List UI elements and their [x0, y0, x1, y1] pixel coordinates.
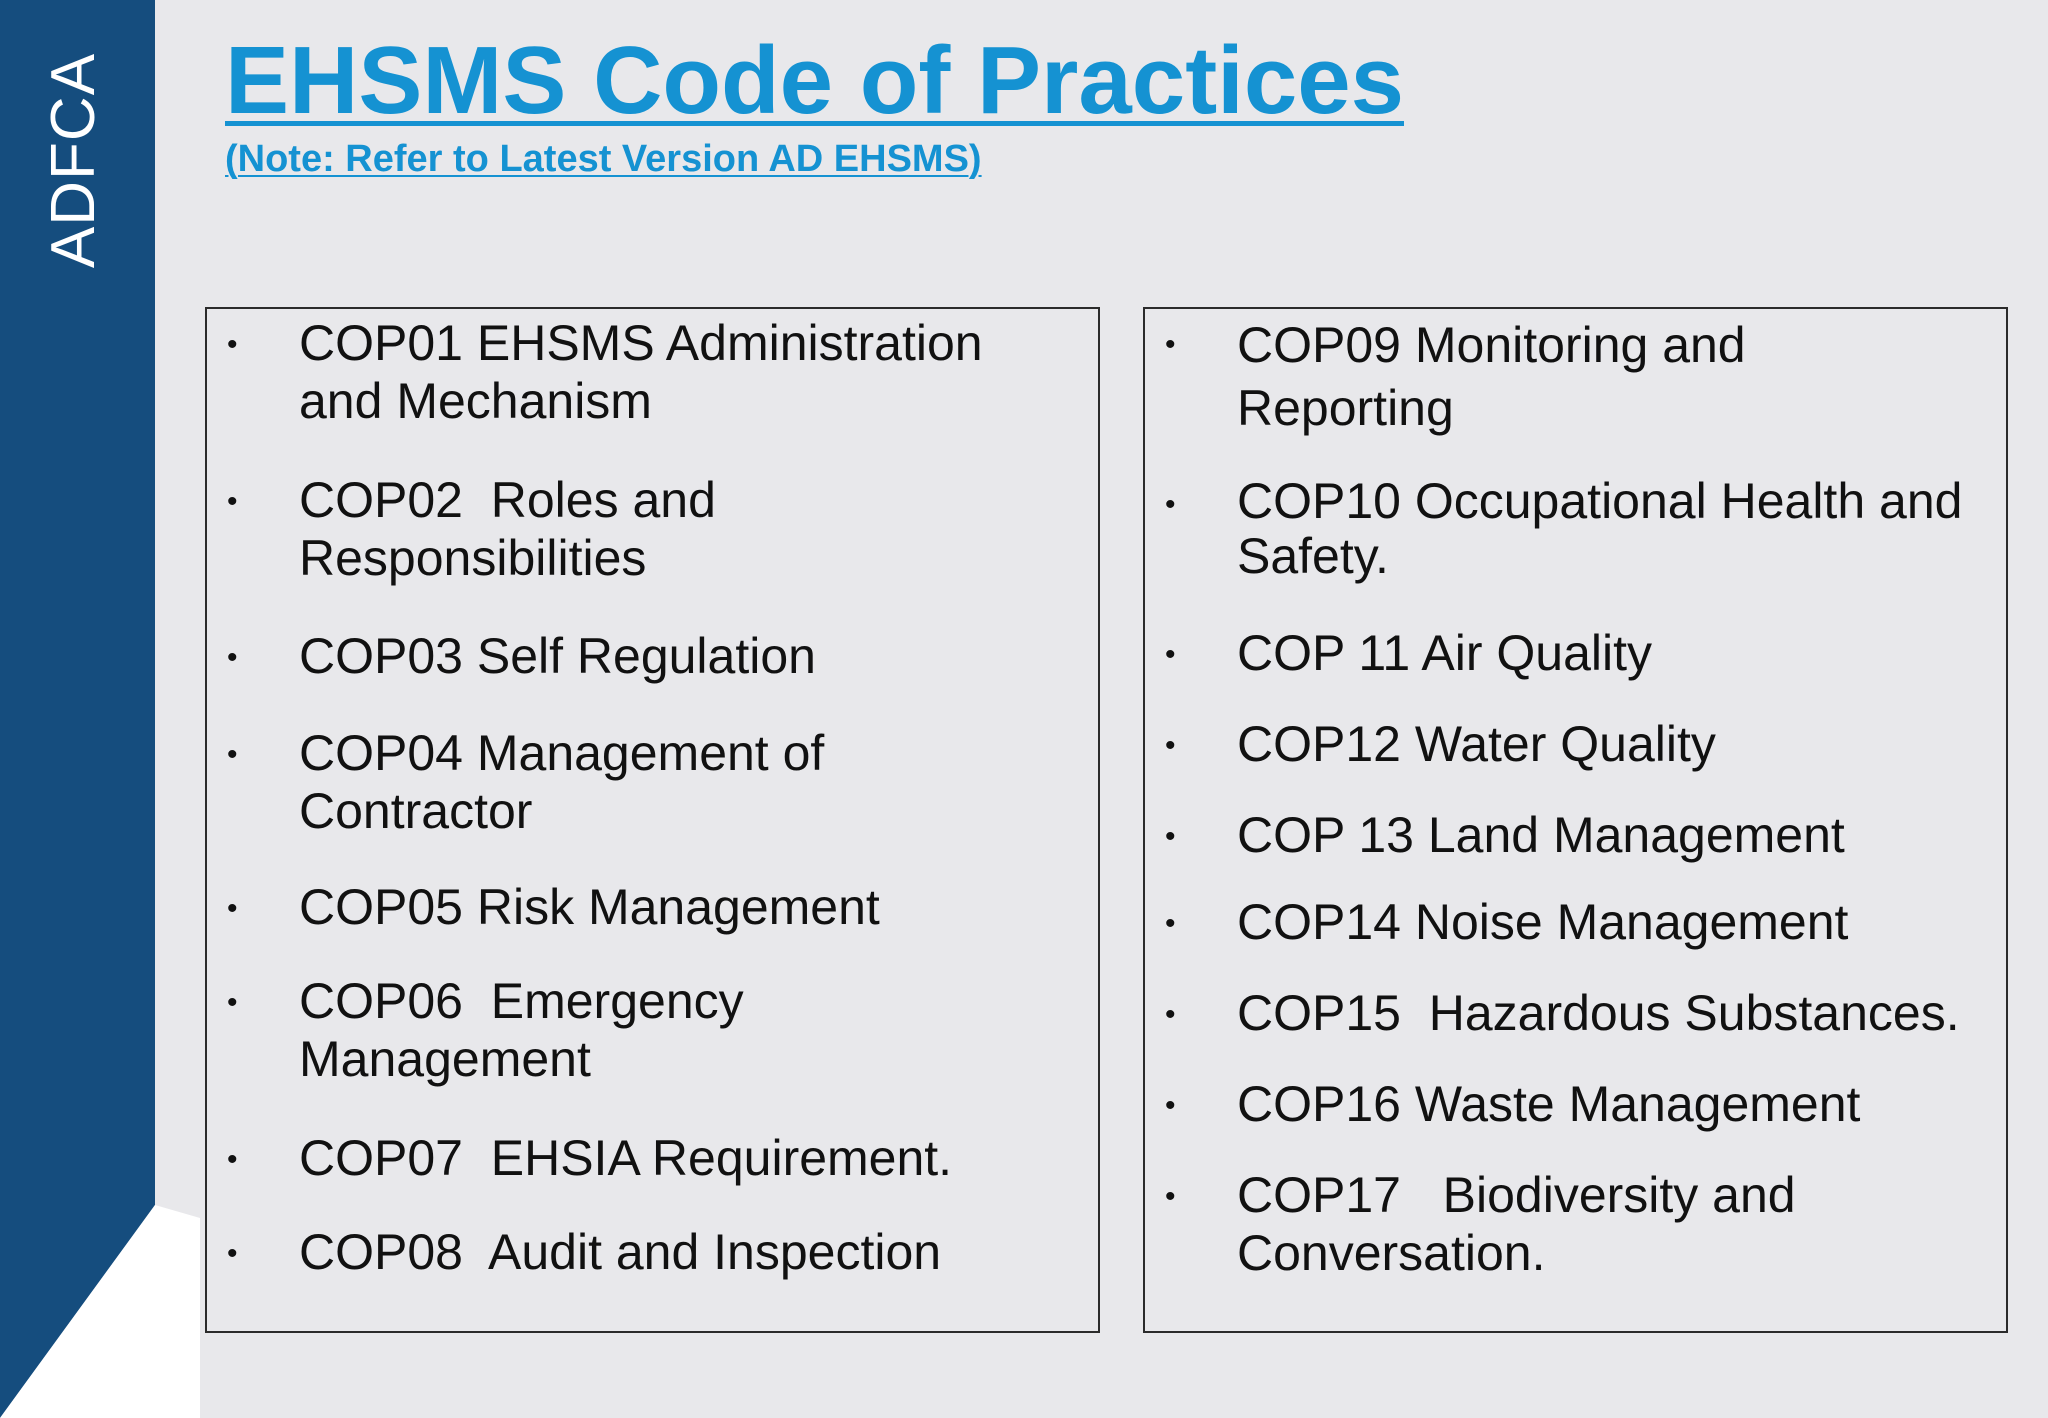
list-item-text: COP04 Management of Contractor	[299, 725, 839, 839]
bullet-icon: •	[227, 1237, 238, 1270]
list-item	[227, 314, 1088, 430]
right-cop-list	[1143, 307, 2008, 1333]
list-item-text: COP06 Emergency Management	[299, 973, 758, 1087]
list-item	[227, 724, 1088, 840]
list-item	[227, 878, 1088, 940]
list-item	[1165, 806, 1996, 868]
list-item	[227, 471, 1088, 587]
bullet-icon: •	[1165, 488, 1176, 521]
list-item	[1165, 1075, 1996, 1137]
list-item	[1165, 624, 1996, 686]
sidebar-band	[0, 0, 200, 1418]
bullet-icon: •	[227, 485, 238, 518]
list-item	[227, 1129, 1088, 1191]
list-item	[1165, 314, 1996, 440]
list-item	[1165, 715, 1996, 777]
version-note: (Note: Refer to Latest Version AD EHSMS)	[225, 138, 982, 180]
list-item	[1165, 893, 1996, 955]
sidebar-logo-label	[4, 52, 144, 268]
bullet-icon: •	[1165, 1180, 1176, 1213]
list-item-text: COP17 Biodiversity and Conversation.	[1237, 1167, 1810, 1281]
bullet-icon: •	[1165, 1089, 1176, 1122]
bullet-icon: •	[227, 892, 238, 925]
bullet-icon: •	[1165, 638, 1176, 671]
list-item-text: COP12 Water Quality	[1237, 716, 1716, 772]
list-item	[1165, 474, 1996, 584]
bullet-icon: •	[227, 328, 238, 361]
left-cop-list	[205, 307, 1100, 1333]
bullet-icon: •	[1165, 729, 1176, 762]
list-item-text: COP10 Occupational Health and Safety.	[1237, 473, 1977, 584]
list-item-text: COP01 EHSMS Administration and Mechanism	[299, 315, 997, 429]
list-item-text: COP16 Waste Management	[1237, 1076, 1861, 1132]
bullet-icon: •	[1165, 328, 1176, 361]
list-item-text: COP 13 Land Management	[1237, 807, 1845, 863]
list-item-text: COP03 Self Regulation	[299, 628, 816, 684]
list-item-text: COP02 Roles and Responsibilities	[299, 472, 730, 586]
list-item-text: COP07 EHSIA Requirement.	[299, 1130, 953, 1186]
bullet-icon: •	[227, 738, 238, 771]
list-item-text: COP05 Risk Management	[299, 879, 880, 935]
list-item-text: COP08 Audit and Inspection	[299, 1224, 942, 1280]
bullet-icon: •	[1165, 907, 1176, 940]
list-item	[227, 972, 1088, 1088]
list-item-text: COP15 Hazardous Substances.	[1237, 985, 1960, 1041]
sidebar-label-text: ADFCA	[39, 52, 109, 268]
list-item-text: COP14 Noise Management	[1237, 894, 1849, 950]
list-item	[227, 1223, 1088, 1285]
bullet-icon: •	[227, 986, 238, 1019]
bullet-icon: •	[1165, 820, 1176, 853]
list-item	[1165, 984, 1996, 1046]
list-item-text: COP09 Monitoring and Reporting	[1237, 317, 1760, 436]
list-item	[1165, 1166, 1996, 1282]
bullet-icon: •	[1165, 998, 1176, 1031]
bullet-icon: •	[227, 641, 238, 674]
page-title: EHSMS Code of Practices	[225, 27, 1404, 134]
list-item	[227, 627, 1088, 689]
list-item-text: COP 11 Air Quality	[1237, 625, 1652, 681]
bullet-icon: •	[227, 1143, 238, 1176]
